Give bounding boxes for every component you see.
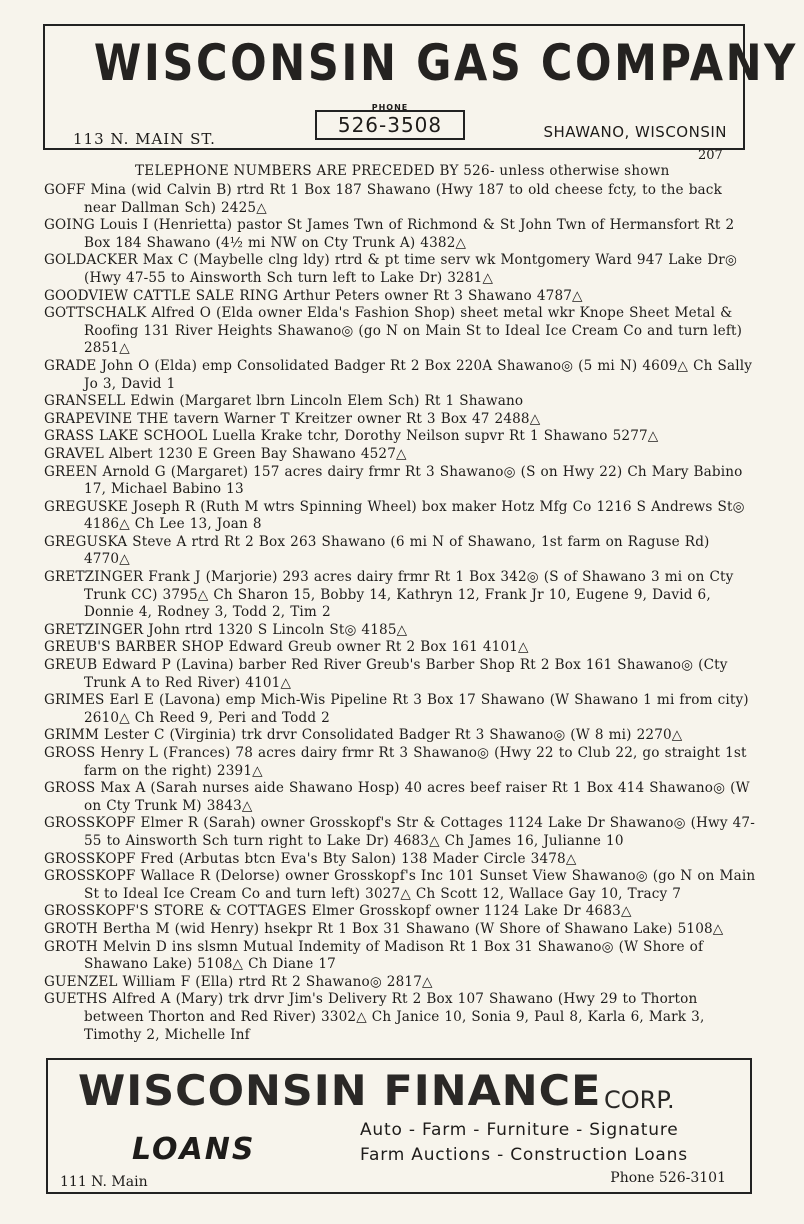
directory-entry: GROSSKOPF'S STORE & COTTAGES Elmer Grosskopf owner 1124 Lake Dr 4683△ [44,903,632,920]
directory-entry: GREUB Edward P (Lavina) barber Red River Greub's Barber Shop Rt 2 Box 161 Shawano◎ (Cty Trunk A to Red River) 4101△ [44,657,733,691]
directory-notice: TELEPHONE NUMBERS ARE PRECEDED BY 526- unless otherwise shown [135,163,670,179]
directory-entry: GRIMES Earl E (Lavona) emp Mich-Wis Pipeline Rt 3 Box 17 Shawano (W Shawano 1 mi from city) 2610△ Ch Reed 9, Peri and Todd 2 [44,692,754,726]
ad-phone-label: PHONE [371,103,409,112]
directory-entry: GROSSKOPF Wallace R (Delorse) owner Grosskopf's Inc 101 Sunset View Shawano◎ (go N on Main St to Ideal Ice Cream Co and turn left) 3027△ Ch Scott 12, Wallace Gay 10, Tracy 7 [44,868,761,902]
directory-entry: GREUB'S BARBER SHOP Edward Greub owner Rt 2 Box 161 4101△ [44,639,529,656]
directory-entry: GRADE John O (Elda) emp Consolidated Badger Rt 2 Box 220A Shawano◎ (5 mi N) 4609△ Ch Sally Jo 3, David 1 [44,357,758,392]
directory-listings [44,182,761,1044]
directory-entry: GOTTSCHALK Alfred O (Elda owner Elda's Fashion Shop) sheet metal wkr Knope Sheet Metal & Roofing 131 River Heights Shawano◎ (go N on Main St to Ideal Ice Cream Co and turn left) 2851△ [44,305,748,357]
directory-entry: GREGUSKE Joseph R (Ruth M wtrs Spinning Wheel) box maker Hotz Mfg Co 1216 S Andrews St◎ 4186△ Ch Lee 13, Joan 8 [44,498,750,533]
directory-entry: GRETZINGER Frank J (Marjorie) 293 acres dairy frmr Rt 1 Box 342◎ (S of Shawano 3 mi on Cty Trunk CC) 3795△ Ch Sharon 15, Bobby 14, Kathryn 12, Frank Jr 10, Eugene 9, David 6, Donnie 4, Rodney 3, Todd 2, Tim 2 [44,569,739,621]
directory-entry: GROSS Max A (Sarah nurses aide Shawano Hosp) 40 acres beef raiser Rt 1 Box 414 Shawano◎ (W on Cty Trunk M) 3843△ [44,780,755,814]
directory-entry: GUETHS Alfred A (Mary) trk drvr Jim's Delivery Rt 2 Box 107 Shawano (Hwy 29 to Thorton between Thorton and Red River) 3302△ Ch Janice 10, Sonia 9, Paul 8, Karla 6, Mark 3, Timothy 2, Michelle Inf [44,991,710,1043]
directory-entry: GUENZEL William F (Ella) rtrd Rt 2 Shawano◎ 2817△ [44,973,433,990]
finance-phone: Phone 526-3101 [610,1170,726,1186]
finance-services-2: Farm Auctions - Construction Loans [360,1145,688,1165]
directory-entry: GRAPEVINE THE tavern Warner T Kreitzer owner Rt 3 Box 47 2488△ [44,410,541,427]
wisconsin-gas-ad [43,24,798,150]
ad-phone-number: 526-3508 [337,113,443,137]
finance-services-1: Auto - Farm - Furniture - Signature [360,1120,679,1140]
directory-entry: GROSSKOPF Fred (Arbutas btcn Eva's Bty Salon) 138 Mader Circle 3478△ [44,850,577,867]
directory-entry: GOING Louis I (Henrietta) pastor St James Twn of Richmond & St John Twn of Hermansfort Rt 2 Box 184 Shawano (4½ mi NW on Cty Trunk A) 4382△ [44,217,740,251]
page-number: 207 [698,148,723,163]
ad-company-name: WISCONSIN GAS COMPANY [93,34,798,92]
directory-entry: GRETZINGER John rtrd 1320 S Lincoln St◎ 4185△ [44,621,408,638]
finance-address: 111 N. Main [60,1174,148,1190]
directory-entry: GROSSKOPF Elmer R (Sarah) owner Grosskopf's Str & Cottages 1124 Lake Dr Shawano◎ (Hwy 47-55 to Ainsworth Sch turn right to Lake Dr) 4683△ Ch James 16, Julianne 10 [44,815,755,849]
directory-entry: GRAVEL Albert 1230 E Green Bay Shawano 4527△ [44,445,407,462]
directory-entry: GREEN Arnold G (Margaret) 157 acres dairy frmr Rt 3 Shawano◎ (S on Hwy 22) Ch Mary Babino 17, Michael Babino 13 [44,463,748,498]
directory-entry: GRIMM Lester C (Virginia) trk drvr Consolidated Badger Rt 3 Shawano◎ (W 8 mi) 2270△ [44,727,683,744]
finance-corp: CORP. [604,1086,675,1114]
directory-entry: GOODVIEW CATTLE SALE RING Arthur Peters owner Rt 3 Shawano 4787△ [44,287,583,304]
directory-entry: GRANSELL Edwin (Margaret lbrn Lincoln Elem Sch) Rt 1 Shawano [44,393,524,410]
directory-entry: GOFF Mina (wid Calvin B) rtrd Rt 1 Box 187 Shawano (Hwy 187 to old cheese fcty, to the back near Dallman Sch) 2425△ [44,182,727,216]
directory-entry: GREGUSKA Steve A rtrd Rt 2 Box 263 Shawano (6 mi N of Shawano, 1st farm on Raguse Rd) 4770△ [44,533,715,568]
directory-entry: GRASS LAKE SCHOOL Luella Krake tchr, Dorothy Neilson supvr Rt 1 Shawano 5277△ [44,428,659,445]
finance-loans: LOANS [132,1132,256,1167]
directory-entry: GROSS Henry L (Frances) 78 acres dairy frmr Rt 3 Shawano◎ (Hwy 22 to Club 22, go straight 1st farm on the right) 2391△ [44,745,752,779]
finance-name: WISCONSIN FINANCE [78,1066,602,1115]
ad-city: SHAWANO, WISCONSIN [543,123,727,141]
directory-entry: GROTH Bertha M (wid Henry) hsekpr Rt 1 Box 31 Shawano (W Shore of Shawano Lake) 5108△ [44,920,724,937]
directory-entry: GROTH Melvin D ins slsmn Mutual Indemity of Madison Rt 1 Box 31 Shawano◎ (W Shore of Shawano Lake) 5108△ Ch Diane 17 [44,938,709,973]
wisconsin-finance-ad [46,1058,752,1194]
ad-phone-box [315,103,465,140]
directory-entry: GOLDACKER Max C (Maybelle clng ldy) rtrd & pt time serv wk Montgomery Ward 947 Lake Dr◎ (Hwy 47-55 to Ainsworth Sch turn left to Lake Dr) 3281△ [44,252,742,286]
ad-address: 113 N. MAIN ST. [73,130,216,148]
